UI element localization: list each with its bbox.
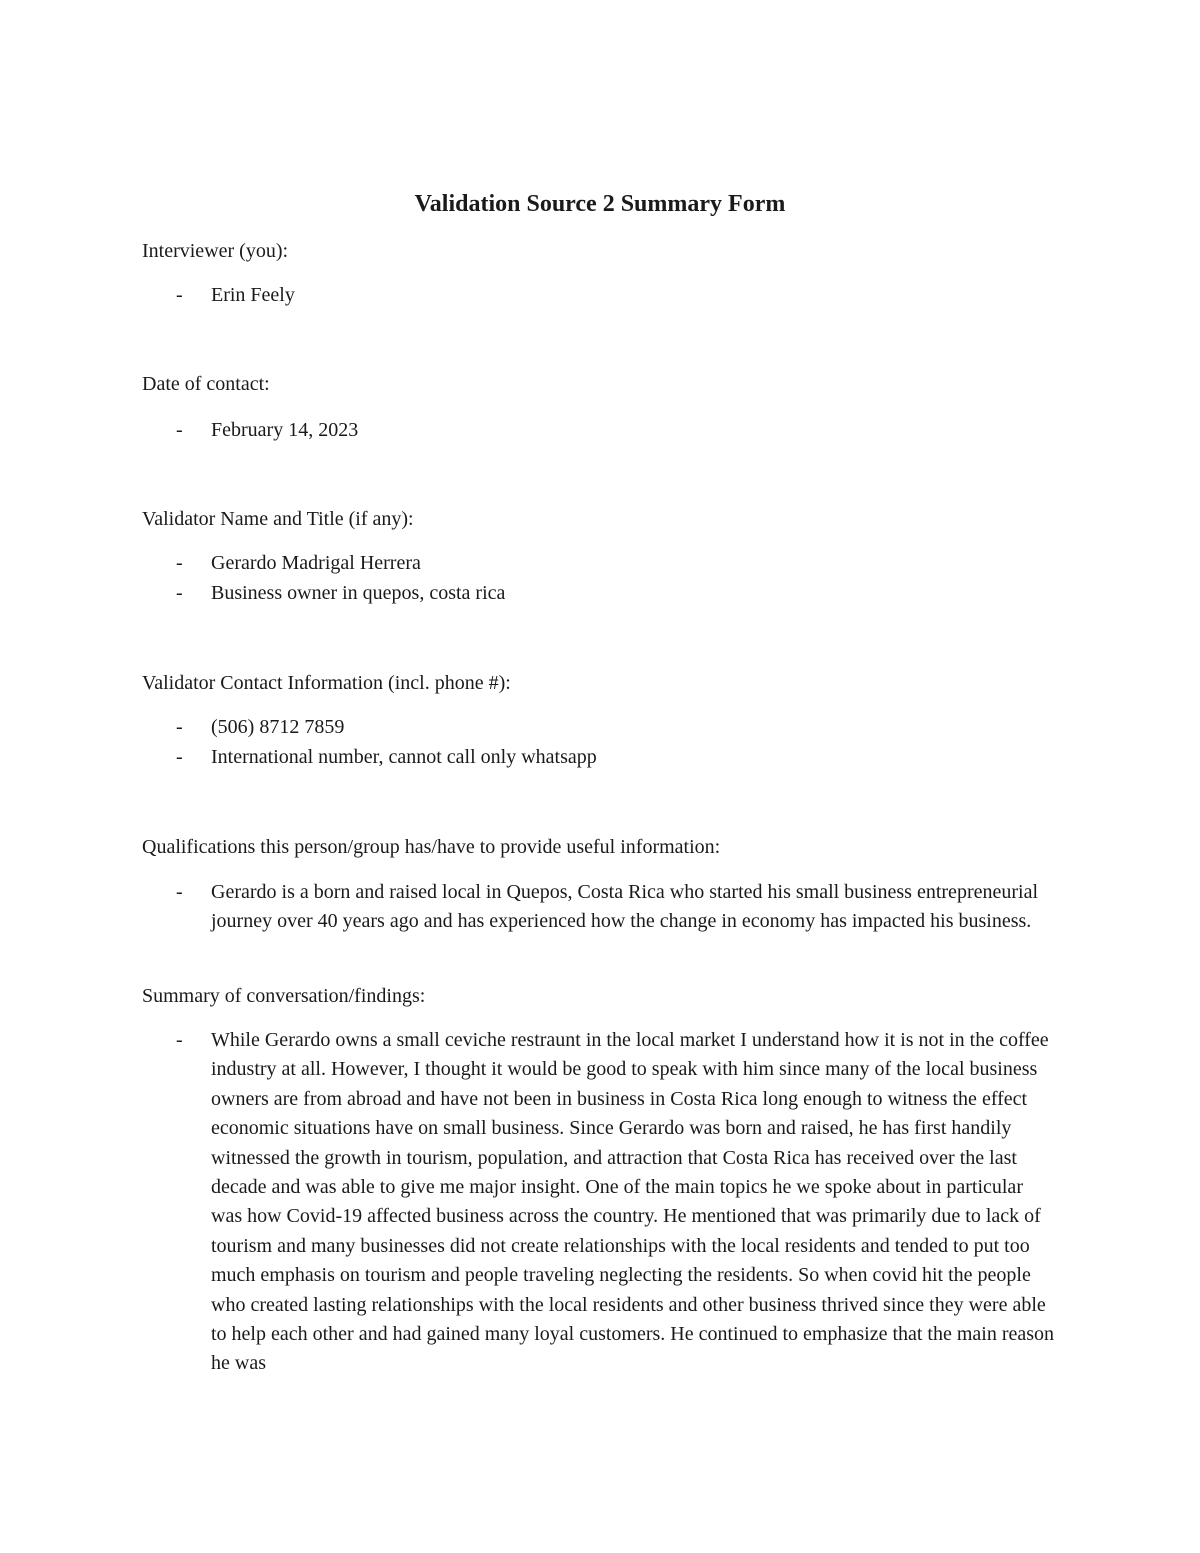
contact-note-item — [176, 743, 1056, 772]
bullet-dash: - — [176, 419, 183, 441]
date-item — [176, 416, 1056, 445]
interviewer-label: Interviewer (you): — [142, 240, 289, 262]
contact-label: Validator Contact Information (incl. phone #): — [142, 672, 511, 694]
date-label: Date of contact: — [142, 373, 270, 395]
page-title: Validation Source 2 Summary Form — [414, 191, 786, 217]
bullet-dash: - — [176, 582, 183, 604]
qualifications-label: Qualifications this person/group has/have to provide useful information: — [142, 836, 721, 858]
bullet-dash: - — [176, 881, 183, 903]
validator-title-item — [176, 579, 1056, 608]
validator-label: Validator Name and Title (if any): — [142, 508, 414, 530]
validator-name-item — [176, 549, 1056, 578]
bullet-text: International number, cannot call only whatsapp — [211, 746, 597, 768]
bullet-text: Business owner in quepos, costa rica — [211, 582, 506, 604]
bullet-dash: - — [176, 716, 183, 738]
qualifications-item — [176, 878, 1056, 937]
bullet-text: Gerardo Madrigal Herrera — [211, 552, 421, 574]
bullet-dash: - — [176, 746, 183, 768]
contact-phone-item — [176, 713, 1056, 742]
bullet-dash: - — [176, 1029, 183, 1051]
bullet-text: (506) 8712 7859 — [211, 716, 345, 738]
bullet-text: Gerardo is a born and raised local in Quepos, Costa Rica who started his small business entrepreneurial journey over 40 years ago and has experienced how the change in economy has impacted his business. — [211, 881, 1039, 933]
interviewer-item — [176, 281, 1056, 310]
bullet-text: Erin Feely — [211, 284, 295, 306]
summary-label: Summary of conversation/findings: — [142, 985, 426, 1007]
bullet-dash: - — [176, 552, 183, 574]
summary-item — [176, 1026, 1056, 1379]
bullet-dash: - — [176, 284, 183, 306]
bullet-text: While Gerardo owns a small ceviche restraunt in the local market I understand how it is not in the coffee industry at all. However, I thought it would be good to speak with him since many of the local business owners are from abroad and have not been in business in Costa Rica long enough to witness the effect economic situations have on small business. Since Gerardo was born and raised, he has first handily witnessed the growth in tourism, population, and attraction that Costa Rica has received over the last decade and was able to give me major insight. One of the main topics he we spoke about in particular was how Covid-19 affected business across the country. He mentioned that was primarily due to lack of tourism and many businesses did not create relationships with the local residents and tended to put too much emphasis on tourism and people traveling neglecting the residents. So when covid hit the people who created lasting relationships with the local residents and other business thrived since they were able to help each other and had gained many loyal customers. He continued to emphasize that the main reason he was — [211, 1029, 1055, 1375]
bullet-text: February 14, 2023 — [211, 419, 359, 441]
